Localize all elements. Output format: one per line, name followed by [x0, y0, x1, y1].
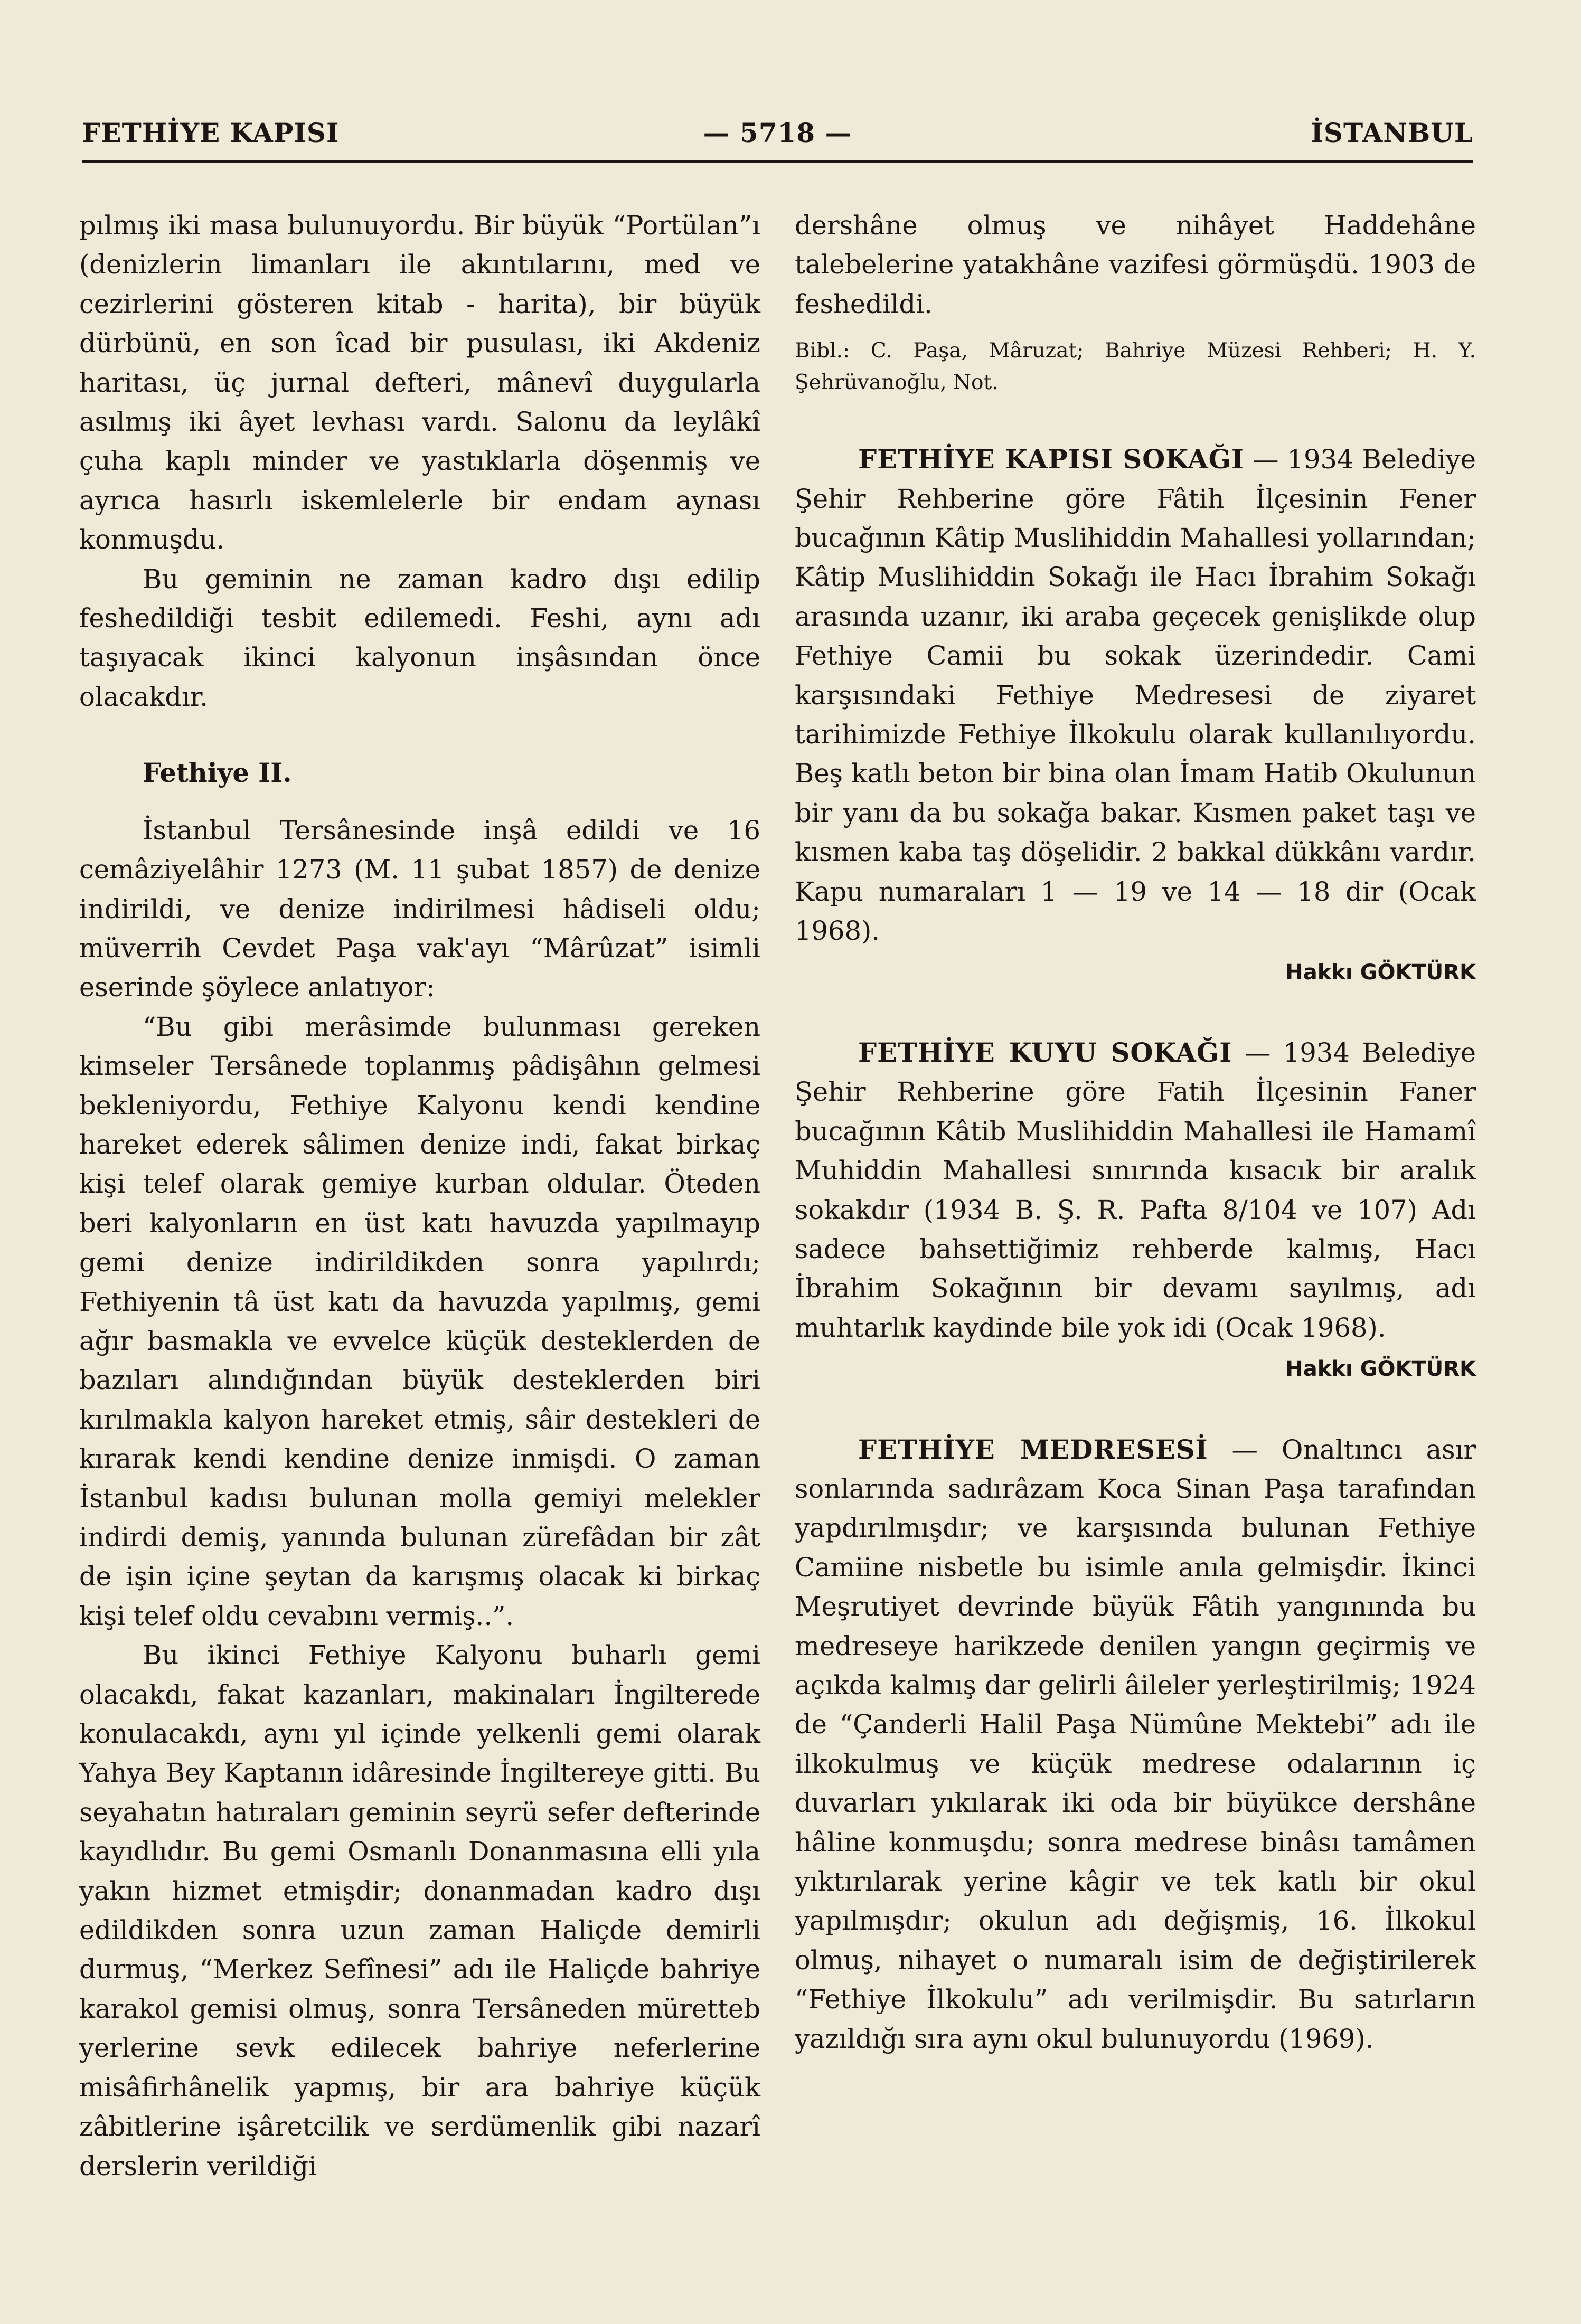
paragraph: Bu geminin ne zaman kadro dışı edilip feshedildiği tesbit edilemedi. Feshi, aynı adı taşıyacak ikinci kalyonun inşâsından önce olacakdır. [79, 563, 760, 712]
paragraph: Bu ikinci Fethiye Kalyonu buharlı gemi olacakdı, fakat kazanları, makinaları İngilterede konulacakdı, aynı yıl içinde yelkenli gemi olarak Yahya Bey Kaptanın idâresinde İngiltereye gitti. Bu seyahatın hatıraları geminin seyrü sefer defterinde kayıdlıdır. Bu gemi Osmanlı Donanmasına elli yıla yakın hizmet etmişdir; donanmadan kadro dışı edildikden sonra uzun zaman Haliçde demirli durmuş, “Merkez Sefînesi” adı ile Haliçde bahriye karakol gemisi olmuş, sonra Tersâneden müretteb yerlerine sevk edilecek bahriye neferlerine misâfirhânelik yapmış, bir ara bahriye küçük zâbitlerine işâretcilik ve serdümenlik gibi nazarî derslerin verildiği [79, 1640, 760, 2181]
paragraph: dershâne olmuş ve nihâyet Haddehâne talebelerine yatakhâne vazifesi görmüşdü. 1903 de feshedildi. [795, 210, 1476, 319]
running-header [82, 117, 1473, 159]
page-number: — 5718 — [703, 117, 852, 148]
entry-title: FETHİYE KAPISI SOKAĞI [858, 444, 1245, 475]
entry-text: — Onaltıncı asır sonlarında sadırâzam Koca Sinan Paşa tarafından yapdırılmışdır; ve karşısında bulunan Fethiye Camiine nisbetle bu isimle anıla gelmişdir. İkinci Meşrutiyet devrinde büyük Fâtih yangınında bu medreseye harikzede denilen yangın geçirmiş ve açıkda kalmış dar gelirli âileler yerleştirilmiş; 1924 de “Çanderli Halil Paşa Nümûne Mektebi” adı ile ilkokulmuş ve küçük medrese odalarının iç duvarları yıkılarak iki oda bir büyükce dershâne hâline konmuşdu; sonra medrese binâsı tamâmen yıktırılarak yerine kâgir ve tek katlı bir okul yapılmışdır; okulun adı değişmiş, 16. İlkokul olmuş, nihayet o numaralı isim de değiştirilerek “Fethiye İlkokulu” adı verilmişdir. Bu satırların yazıldığı sıra aynı okul bulunuyordu (1969). [795, 1434, 1476, 2054]
entry-fethiye-kapisi-sokagi [795, 440, 1476, 950]
right-column [795, 206, 1476, 2058]
subheading: Fethiye II. [143, 758, 292, 789]
entry-text: — 1934 Belediye Şehir Rehberine göre Fatih İlçesinin Faner bucağının Kâtib Muslihiddin Mahallesi ile Hamamî Muhiddin Mahallesi sınırında kısacık bir aralık sokakdır (1934 B. Ş. R. Pafta 8/104 ve 107) Adı sadece bahsettiğimiz rehberde kalmış, Hacı İbrahim Sokağının bir devamı sayılmış, adı muhtarlık kaydinde bile yok idi (Ocak 1968). [795, 1037, 1476, 1343]
bibliography: Bibl.: C. Paşa, Mâruzat; Bahriye Müzesi Rehberi; H. Y. Şehrüvanoğlu, Not. [795, 339, 1476, 395]
quotation-paragraph: “Bu gibi merâsimde bulunması gereken kimseler Tersânede toplanmış pâdişâhın gelmesi bekleniyordu, Fethiye Kalyonu kendi kendine hareket ederek sâlimen denize indi, fakat birkaç kişi telef olarak gemiye kurban oldular. Öteden beri kalyonların en üst katı havuzda yapılmayıp gemi denize indirildikden sonra yapılırdı; Fethiyenin tâ üst katı da havuzda yapılmış, gemi ağır basmakla ve evvelce küçük desteklerden de bazıları alındığından büyük desteklerden biri kırılmakla kalyon hareket etmiş, sâir destekleri de kırarak kendi kendine denize inmişdi. O zaman İstanbul kadısı bulunan molla gemiyi melekler indirdi demiş, yanında bulunan zürefâdan bir zât de işin içine şeytan da karışmış olacak ki birkaç kişi telef oldu cevabını vermiş..”. [79, 1011, 760, 1631]
author-signature: Hakkı GÖKTÜRK [1285, 960, 1476, 985]
entry-title: FETHİYE KUYU SOKAĞI [858, 1037, 1232, 1068]
header-entry-title: FETHİYE KAPISI [82, 117, 340, 148]
entry-fethiye-kuyu-sokagi [795, 1033, 1476, 1347]
paragraph: İstanbul Tersânesinde inşâ edildi ve 16 cemâziyelâhir 1273 (M. 11 şubat 1857) de denize indirildi, ve denize indirilmesi hâdiseli oldu; müverrih Cevdet Paşa vak'ayı “Mârûzat” isimli eserinde şöylece anlatıyor: [79, 815, 760, 1003]
entry-fethiye-medresesi [795, 1430, 1476, 2059]
header-rule [82, 160, 1473, 163]
left-column [79, 206, 760, 2186]
author-signature: Hakkı GÖKTÜRK [1285, 1357, 1476, 1382]
header-volume-title: İSTANBUL [1311, 117, 1473, 148]
entry-title: FETHİYE MEDRESESİ [858, 1434, 1208, 1465]
entry-text: — 1934 Belediye Şehir Rehberine göre Fâtih İlçesinin Fener bucağının Kâtip Muslihiddin Mahallesi yollarından; Kâtip Muslihiddin Sokağı ile Hacı İbrahim Sokağı arasında uzanır, iki araba geçecek genişlikde olup Fethiye Camii bu sokak üzerindedir. Cami karşısındaki Fethiye Medresesi de ziyaret tarihimizde Fethiye İlkokulu olarak kullanılıyordu. Beş katlı beton bir bina olan İmam Hatib Okulunun bir yanı da bu sokağa bakar. Kısmen paket taşı ve kısmen kaba taş döşelidir. 2 bakkal dükkânı vardır. Kapu numaraları 1 — 19 ve 14 — 18 dir (Ocak 1968). [795, 444, 1476, 947]
paragraph: pılmış iki masa bulunuyordu. Bir büyük “Portülan”ı (denizlerin limanları ile akıntılarını, med ve cezirlerini gösteren kitab - harita), bir büyük dürbünü, en son îcad bir pusulası, iki Akdeniz haritası, üç jurnal defteri, mânevî duygularla asılmış iki âyet levhası vardı. Salonu da leylâkî çuha kaplı minder ve yastıklarla döşenmiş ve ayrıca hasırlı iskemlelerle bir endam aynası konmuşdu. [79, 210, 760, 555]
